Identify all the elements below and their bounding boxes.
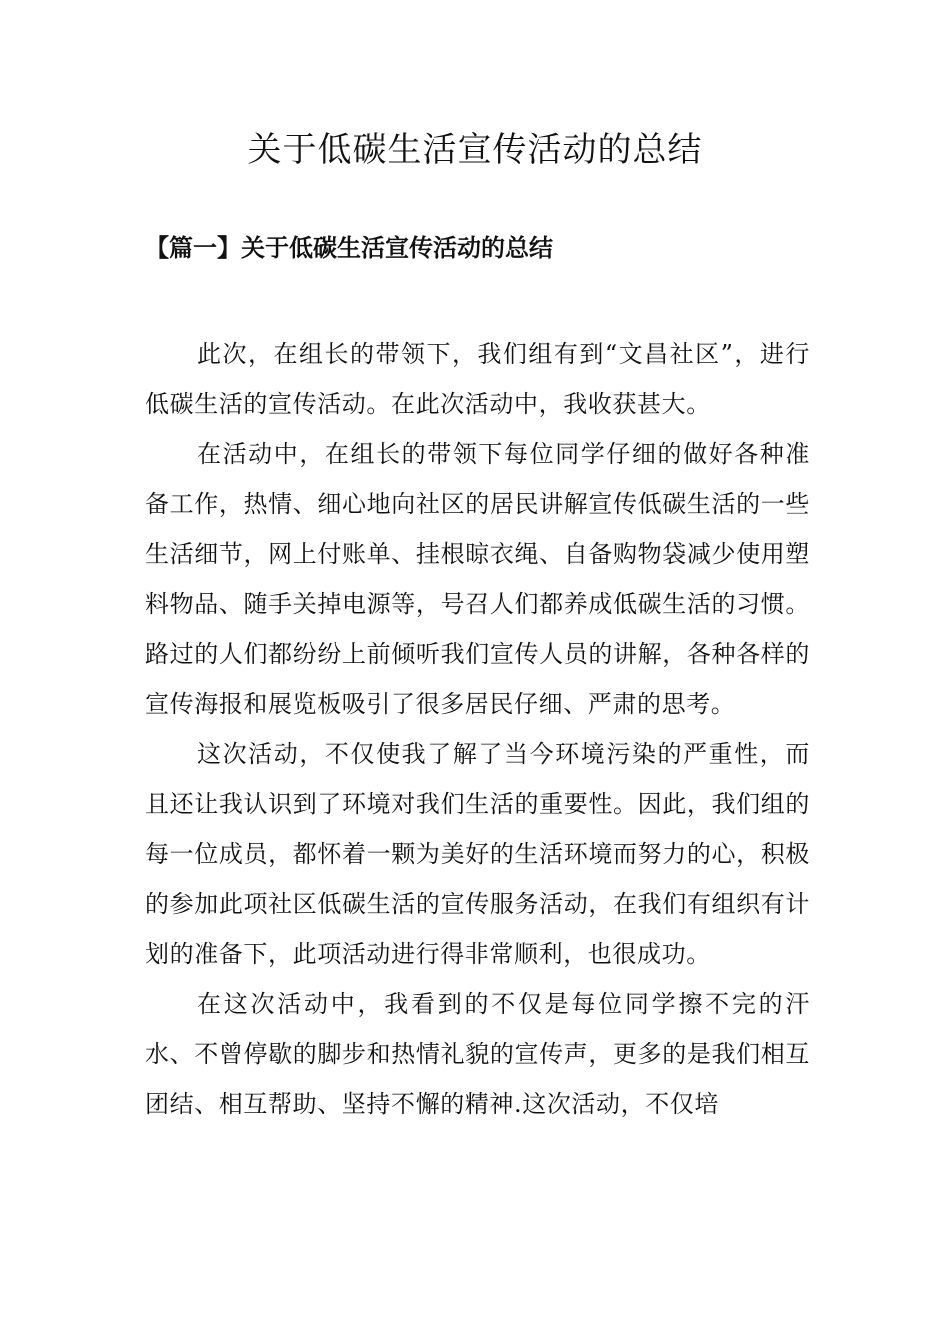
document-title: 关于低碳生活宣传活动的总结 (247, 130, 703, 170)
paragraph: 这次活动，不仅使我了解了当今环境污染的严重性，而且还让我认识到了环境对我们生活的重要性。因此，我们组的每一位成员，都怀着一颗为美好的生活环境而努力的心，积极的参加此项社区低碳生活的宣传服务活动，在我们有组织有计划的准备下，此项活动进行得非常顺利，也很成功。 (145, 740, 810, 968)
paragraph: 在活动中，在组长的带领下每位同学仔细的做好各种准备工作，热情、细心地向社区的居民讲解宣传低碳生活的一些生活细节，网上付账单、挂根晾衣绳、自备购物袋减少使用塑料物品、随手关掉电源等，号召人们都养成低碳生活的习惯。路过的人们都纷纷上前倾听我们宣传人员的讲解，各种各样的宣传海报和展览板吸引了很多居民仔细、严肃的思考。 (145, 440, 810, 718)
section-heading: 【篇一】关于低碳生活宣传活动的总结 (145, 233, 553, 262)
document-body (145, 329, 810, 1129)
paragraph: 在这次活动中，我看到的不仅是每位同学擦不完的汗水、不曾停歇的脚步和热情礼貌的宣传声，更多的是我们相互团结、相互帮助、坚持不懈的精神.这次活动，不仅培 (145, 990, 810, 1118)
paragraph: 此次，在组长的带领下，我们组有到“文昌社区”，进行低碳生活的宣传活动。在此次活动中，我收获甚大。 (145, 340, 810, 418)
